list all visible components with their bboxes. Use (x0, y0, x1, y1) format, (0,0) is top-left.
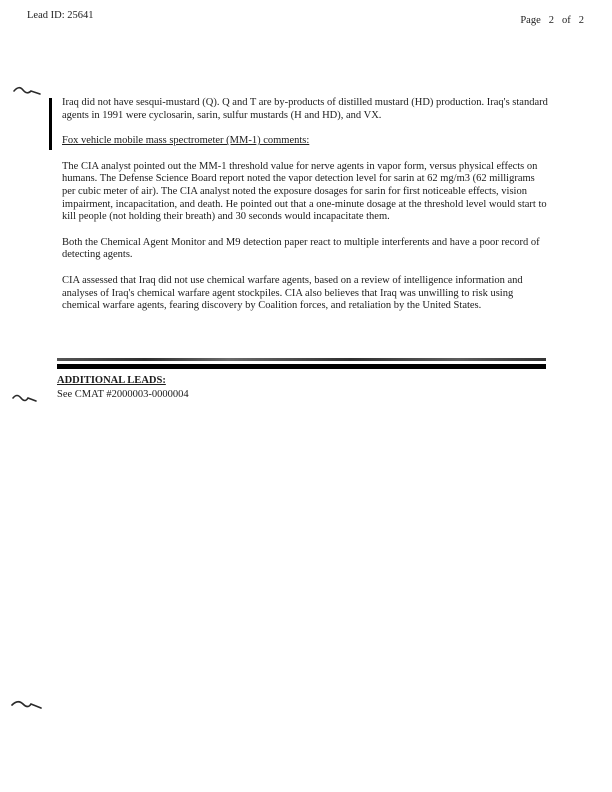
body-text-block (62, 97, 550, 326)
divider-thin-line (57, 358, 546, 361)
page-word: Page (520, 15, 541, 26)
handwritten-squiggle-icon (12, 82, 44, 100)
revision-change-bar (49, 98, 52, 150)
page-current: 2 (548, 15, 554, 26)
paragraph-mm1-threshold: The CIA analyst pointed out the MM-1 threshold value for nerve agents in vapor form, versus physical effects on humans. The Defense Science Board report noted the vapor detection level for sarin at 62 mg/m3 (62 milligrams per cubic meter of air). The CIA analyst noted the exposure dosages for sarin for first noticeable effects, vision impairment, incapacitation, and death. He pointed out that a one-minute dosage at the threshold level would start to kill people (not holding their breath) and 30 seconds would incapacitate them. (62, 160, 547, 223)
cmat-reference: See CMAT #2000003-0000004 (57, 389, 189, 400)
paragraph-fox-vehicle-heading: Fox vehicle mobile mass spectrometer (MM-1) comments: (62, 135, 310, 147)
lead-id-label: Lead ID: 25641 (27, 10, 94, 21)
paragraph-mustard-agents: Iraq did not have sesqui-mustard (Q). Q and T are by-products of distilled mustard (HD) production. Iraq's standard agents in 1991 were cyclosarin, sarin, sulfur mustards (H and HD), and VX. (62, 97, 548, 121)
of-word: of (562, 15, 571, 26)
additional-leads-section (57, 374, 189, 401)
section-divider (57, 358, 546, 369)
page-number-label (520, 15, 584, 26)
paragraph-chemical-agent-monitor: Both the Chemical Agent Monitor and M9 detection paper react to multiple interferents and have a poor record of detecting agents. (62, 236, 540, 261)
handwritten-squiggle-icon (11, 390, 39, 406)
page-total: 2 (578, 15, 584, 26)
handwritten-squiggle-icon (10, 695, 44, 713)
additional-leads-title: ADDITIONAL LEADS: (57, 375, 166, 386)
divider-thick-line (57, 364, 546, 369)
paragraph-cia-assessment: CIA assessed that Iraq did not use chemical warfare agents, based on a review of intelligence information and analyses of Iraq's chemical warfare agent stockpiles. CIA also believes that Iraq was unwilling to risk using chemical warfare agents, fearing discovery by Coalition forces, and retaliation by the United States. (62, 274, 523, 312)
